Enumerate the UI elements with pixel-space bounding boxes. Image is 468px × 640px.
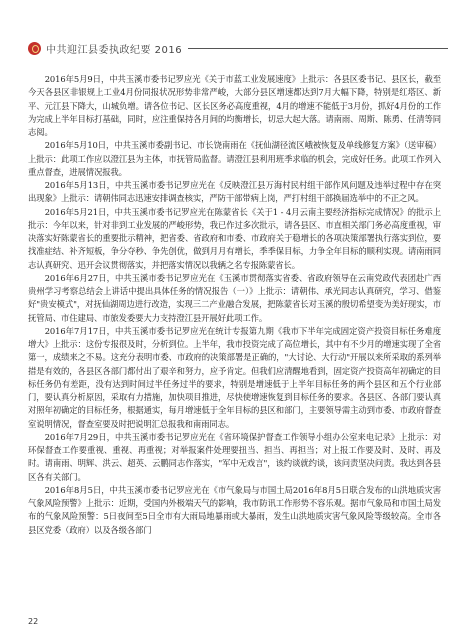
header-rule: [188, 48, 448, 49]
paragraph: 2016年5月10日，中共玉溪市委副书记、市长饶南雨在《抚仙湖径流区峨被恢复及单线修复方案》（送审稿）上批示：此项工作应以澄江县为主体，市抚管局监督。请澄江县利用班季求临的机会，完成好任务。此项工作列入重点督查，进展情况报我。: [28, 140, 441, 177]
party-emblem-icon: [28, 42, 41, 55]
body-text: [28, 73, 441, 537]
paragraph: 2016年8月5日，中共玉溪市委书记罗应光在《市气象局与市国土局2016年8月5日联合发布的山洪地质灾害气象风险预警》上批示：近期，受国内外极端天气的影响，我市防讯工作形势不容乐观。据市气象局和市国土局发布的气象风险预警：5日夜间至5日全市有大雨局地暴雨或大暴雨，发生山洪地质灾害气象风险等级较高。全市各县区党委（政府）以及各级各部门: [28, 484, 441, 535]
header-title: 中共迎江县委执政纪要 2016: [46, 44, 183, 56]
paragraph: 2016年5月13日，中共玉溪市委书记罗应光在《反映澄江县万海村民村组干部作风问题及违举过程中存在突出现象》上批示：请朝伟同志迅速安排调查核实，严防干部带病上岗，严打村组干部换届选举中的不正之风。: [28, 180, 441, 204]
paragraph: 2016年7月29日，中共玉溪市委书记罗应光在《省环境保护督查工作领导小组办公室来电记录》上批示：对环保督查工作要重视、重视、再重视；对举报案件处理要扭当、担当、再担当；对上报工作要及时、及时、再及时。请南雨、明辉、洪云、超英、云鹏同志作落实，"军中无戏言"，该约谈就约谈，该问责坚决问责。我达到各县区各有关部门。: [28, 431, 441, 482]
paragraph: 2016年5月21日，中共玉溪市委书记罗应光在陈蒙省长《关于1 - 4月云南主要经济指标完成情况》的批示上批示：今年以来，针对非到工业发展的严峻形势，我已作过多次批示，请各县区、市直相关部门务必高度重视，审决落实好陈蒙省长的重要批示精神，把省委、省政府和市委、市政府关于稳增长的各项决策部署执行落实到位，要找准症结、补齐短板，争分夺秒、争先创优，做到月月有增长，季季保目标，力争全年目标的顺利实现。请南雨同志认真研究、迅开会议贯彻落实，并把落实情况以我辆之名专报陈蒙省长。: [28, 206, 441, 270]
paragraph: 2016年5月9日，中共玉溪市委书记罗应光《关于市蓝工业发展速度》上批示：各县区委书记、县区长，截至今天各县区非银规上工业4月份同报状况形势非常严峻，大部分县区增速都达到7月大幅下降，特别是红塔区、新平、元江县下降大，山城负增。请各位书记、区长区务必高度重视，4月的增速不能低于3月份，抓好4月份的工作为完成上半年目标打基础，同时，应注重保持各月间的均衡增长，切忌大起大落。请南雨、周斯、陈勇、任清等同志阅。: [28, 74, 441, 137]
page-number: 22: [28, 617, 39, 626]
paragraph: 2016年6月27日，中共玉溪市委书记罗应光在《玉溪市贯彻落实省委、省政府领导在云南党政代表团赴广西贵州学习考察总结会上讲话中提出具体任务的情况报告（一）》上批示：请朝伟、承光同志认真研究，学习、借鉴好"贵安模式"，对抚仙湖周边进行改造，实现三二产业融合发展，把陈蒙省长对玉溪的殷切希望变为美好现实，市抚管局、市住建局、市旅发委要大力支持澄江县开展好此项工作。: [28, 272, 441, 323]
paragraph: 2016年7月17日，中共玉溪市委书记罗应光在统计专报第九期《我市下半年完成固定资产投资目标任务难度增大》上批示：这份专报很及时，分析到位。上半年，我市投资完成了高位增长，其中有不少月的增速实现了全省第一，成绩来之不易。这充分表明市委、市政府的决策部署是正确的，"大讨论、大行动"开展以来所采取的系列举措是有效的，各县区各部门都付出了艰辛和努力，应予肯定。但我们应清醒地看到，固定资产投资高年初确定的目标任务仍有差距，没有达到时间过半任务过半的要求，特别是增速低于上半年目标任务的两个县区和五个行业部门，要认真分析原因，采取有力措施，加快项目推进，尽快使增速恢复到目标任务的要求。各县区、各部门要认真对照年初确定的目标任务，根据通实，每月增速低于全年目标的县区和部门，主要领导需主动到市委、市政府督查室说明情况，督查室要及时把说明汇总报我和南雨同志。: [28, 325, 441, 429]
page-header: [28, 40, 448, 56]
